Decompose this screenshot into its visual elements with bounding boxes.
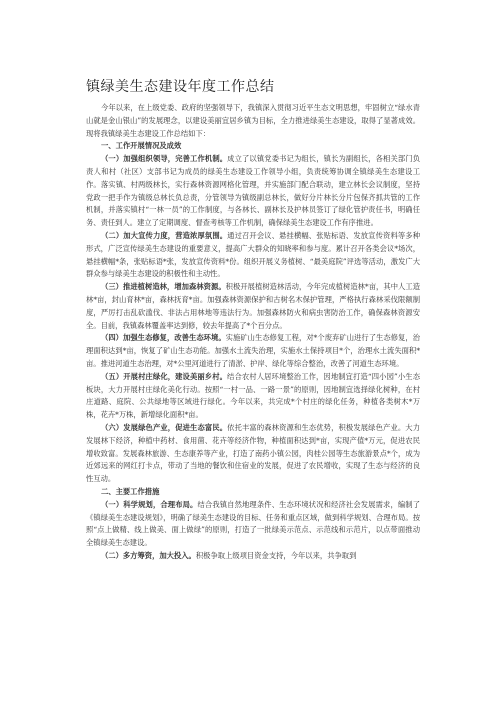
paragraph-lead: （五）开展村庄绿化，建设美丽乡村。 xyxy=(101,371,228,381)
document-body xyxy=(86,102,420,563)
paragraph-text: 积极争取上级项目资金支持，今年以来，共争取到 xyxy=(195,550,357,560)
paragraph-lead: （一）科学规划，合理布局。 xyxy=(101,499,198,509)
section-heading-1: 一、工作开展情况及成效 xyxy=(101,141,182,151)
paragraph-lead: （一）加强组织领导，完善工作机制。 xyxy=(101,154,228,164)
paragraph-2-2 xyxy=(86,550,420,563)
paragraph-lead: （四）加强生态修复，改善生态环境。 xyxy=(101,333,226,343)
paragraph-2-1 xyxy=(86,499,420,550)
paragraph-1-4 xyxy=(86,332,420,370)
paragraph-text: 积极开展植树造林活动，今年完成植树造林*亩，其中人工造林*亩，封山育林*亩，森林抚育*亩。加强森林资源保护和古树名木保护管理，严格执行森林采伐限额制度，严厉打击乱砍滥伐、非法占用林地等违法行为。加强森林防火和病虫害防治工作，确保森林资源安全。目前，我镇森林覆盖率达到修，较去年提高了*个百分点。 xyxy=(86,282,420,330)
paragraph-lead: （三）推进植树造林，增加森林资源。 xyxy=(101,282,226,292)
paragraph-text: 结合我镇自然地理条件、生态环境状况和经济社会发展需求，编制了《镇绿美生态建设规划》，明确了绿美生态建设的目标、任务和重点区域，做到科学规划、合理布局。按照“点上做精、线上做美、面上做绿”的原则，打造了一批绿美示范点、示范线和示范片，以点带面推动全镇绿美生态建设。 xyxy=(86,499,421,548)
paragraph-lead: （二）多方筹资，加大投入。 xyxy=(101,550,196,560)
paragraph-1-2 xyxy=(86,230,420,281)
paragraph-1-5 xyxy=(86,371,420,422)
paragraph-text: 依托丰富的森林资源和生态优势，积极发展绿色产业。大力发展林下经济，种植中药材、食用菌、花卉等经济作物，种植面积达到*亩，实现产值*万元，促进农民增收致富。发展森林旅游、生态康养等产业，打造了南药小镇公园，肉桂公园等生态旅游景点*个，成为近郊远来的网红打卡点，带动了当地的餐饮和住宿业的发展，促进了农民增收，实现了生态与经济的良性互动。 xyxy=(86,422,421,484)
paragraph-text: 成立了以镇党委书记为组长，镇长为副组长，各相关部门负责人和村（社区）支部书记为成员的绿美生态建设工作领导小组，负责统筹协调全镇绿美生态建设工作。落实镇、村两级林长，实行森林资源网格化管理，并实施部门配合联动，建立林长会议制度，坚持党政一把手作为镇级总林长负总责，分管领导为镇级副总林长，做好分片林长分片包保齐抓共管的工作机制，并落实镇村“一林一员”的工作制度，与各林长、副林长及护林员签订了绿化管护责任书，明确任务、责任到人。建立了定期调度、督查考核等工作机制，确保绿美生态建设工作有序推进。 xyxy=(86,154,421,228)
paragraph-text: 通过召开会议、悬挂横幅、张贴标语、发放宣传资料等多种形式，广泛宣传绿美生态建设的重要意义，提高广大群众的知晓率和参与度。累计召开各类会议*场次，悬挂横幅*条，张贴标语*张，发放宣传资料*份。组织开展义务植树、“最美庭院”评选等活动，激发广大群众参与绿美生态建设的积极性和主动性。 xyxy=(86,230,421,279)
paragraph-1-1 xyxy=(86,153,420,230)
document-title: 镇绿美生态建设年度工作总结 xyxy=(86,79,275,95)
paragraph-text: 结合农村人居环境整治工作，因地制宜打造“四小园”小生态板块，大力开展村庄绿化美化行动。按照“一村一品、一路一景”的原则，因地制宜选择绿化树种，在村庄道路、庭院、公共绿地等区域进行绿化。今年以来，共完成*个村庄的绿化任务，种植各类树木*万株，花卉*万株，新增绿化面积*亩。 xyxy=(86,371,420,420)
paragraph-lead: （六）发展绿色产业，促进生态富民。 xyxy=(101,422,228,432)
paragraph-text: 实施矿山生态修复工程，对*个废弃矿山进行了生态修复，治理面积达到*亩，恢复了矿山生态功能。加强水土流失治理，实施水土保持项目*个，治理水土流失面积*亩。推进河道生态治理，对*公里河道进行了清淤、护岸、绿化等综合整治，改善了河道生态环境。 xyxy=(86,333,420,368)
intro-paragraph: 今年以来，在上级党委、政府的坚强领导下，我镇深入贯彻习近平生态文明思想，牢固树立“绿水青山就是金山银山”的发展理念，以建设美丽宜居乡镇为目标，全力推进绿美生态建设，取得了显著成效。现将我镇绿美生态建设工作总结如下： xyxy=(86,103,420,138)
paragraph-1-6 xyxy=(86,422,420,486)
section-heading-2: 二、主要工作措施 xyxy=(101,486,160,496)
paragraph-1-3 xyxy=(86,281,420,332)
paragraph-lead: （二）加大宣传力度，营造浓厚氛围。 xyxy=(101,230,228,240)
